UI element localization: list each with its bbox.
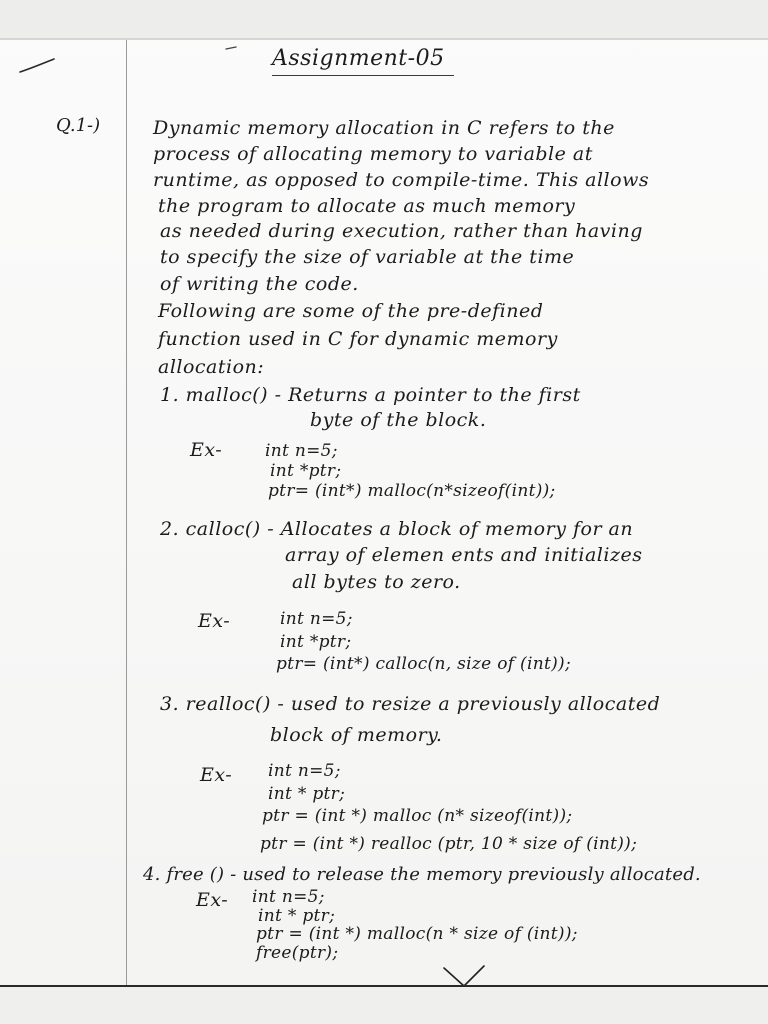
- code-line: int * ptr;: [268, 784, 346, 804]
- following-line: Following are some of the pre-defined: [158, 300, 544, 322]
- function-description: byte of the block.: [310, 409, 487, 431]
- example-label: Ex-: [200, 764, 233, 786]
- intro-line: runtime, as opposed to compile-time. This allows: [153, 169, 650, 191]
- margin-line: [126, 40, 127, 990]
- intro-line: as needed during execution, rather than having: [160, 220, 643, 242]
- function-description: all bytes to zero.: [292, 571, 461, 593]
- example-label: Ex-: [198, 610, 231, 632]
- code-line: ptr = (int *) malloc(n * size of (int));: [256, 924, 578, 944]
- function-heading-free: 4. free () - used to release the memory previously allocated.: [143, 864, 701, 885]
- intro-line: of writing the code.: [160, 273, 359, 295]
- function-description: array of elemen ents and initializes: [285, 544, 643, 566]
- intro-line: to specify the size of variable at the time: [160, 246, 575, 268]
- following-line: allocation:: [158, 356, 265, 378]
- function-description: block of memory.: [270, 724, 443, 746]
- code-line: ptr= (int*) calloc(n, size of (int));: [276, 654, 572, 674]
- code-line: int n=5;: [252, 887, 325, 907]
- code-line: int n=5;: [265, 441, 338, 461]
- code-line: free(ptr);: [256, 943, 339, 963]
- function-heading-realloc: 3. realloc() - used to resize a previously allocated: [160, 693, 661, 715]
- page-title: Assignment-05: [272, 46, 445, 71]
- title-underline: [272, 75, 454, 76]
- code-line: int n=5;: [268, 761, 341, 781]
- code-line: int * ptr;: [258, 906, 336, 926]
- code-line: int *ptr;: [280, 632, 352, 652]
- page-top-border: [0, 38, 768, 40]
- following-line: function used in C for dynamic memory: [158, 328, 558, 350]
- page-top-edge: [0, 0, 768, 40]
- intro-line: process of allocating memory to variable at: [153, 143, 593, 165]
- code-line: ptr = (int *) malloc (n* sizeof(int));: [262, 806, 573, 826]
- top-tick-mark: [224, 44, 238, 52]
- intro-line: the program to allocate as much memory: [158, 195, 576, 217]
- function-heading-calloc: 2. calloc() - Allocates a block of memory for an: [160, 518, 634, 540]
- code-line: ptr= (int*) malloc(n*sizeof(int));: [268, 481, 556, 501]
- pen-stroke-mark: [18, 56, 58, 76]
- example-label: Ex-: [196, 889, 229, 911]
- question-label: Q.1-): [56, 115, 101, 136]
- example-label: Ex-: [190, 439, 223, 461]
- code-line: ptr = (int *) realloc (ptr, 10 * size of (int));: [260, 834, 638, 854]
- code-line: int *ptr;: [270, 461, 342, 481]
- intro-line: Dynamic memory allocation in C refers to the: [153, 117, 615, 139]
- function-heading-malloc: 1. malloc() - Returns a pointer to the first: [160, 384, 581, 406]
- page-bottom-margin: [0, 987, 768, 1024]
- code-line: int n=5;: [280, 609, 353, 629]
